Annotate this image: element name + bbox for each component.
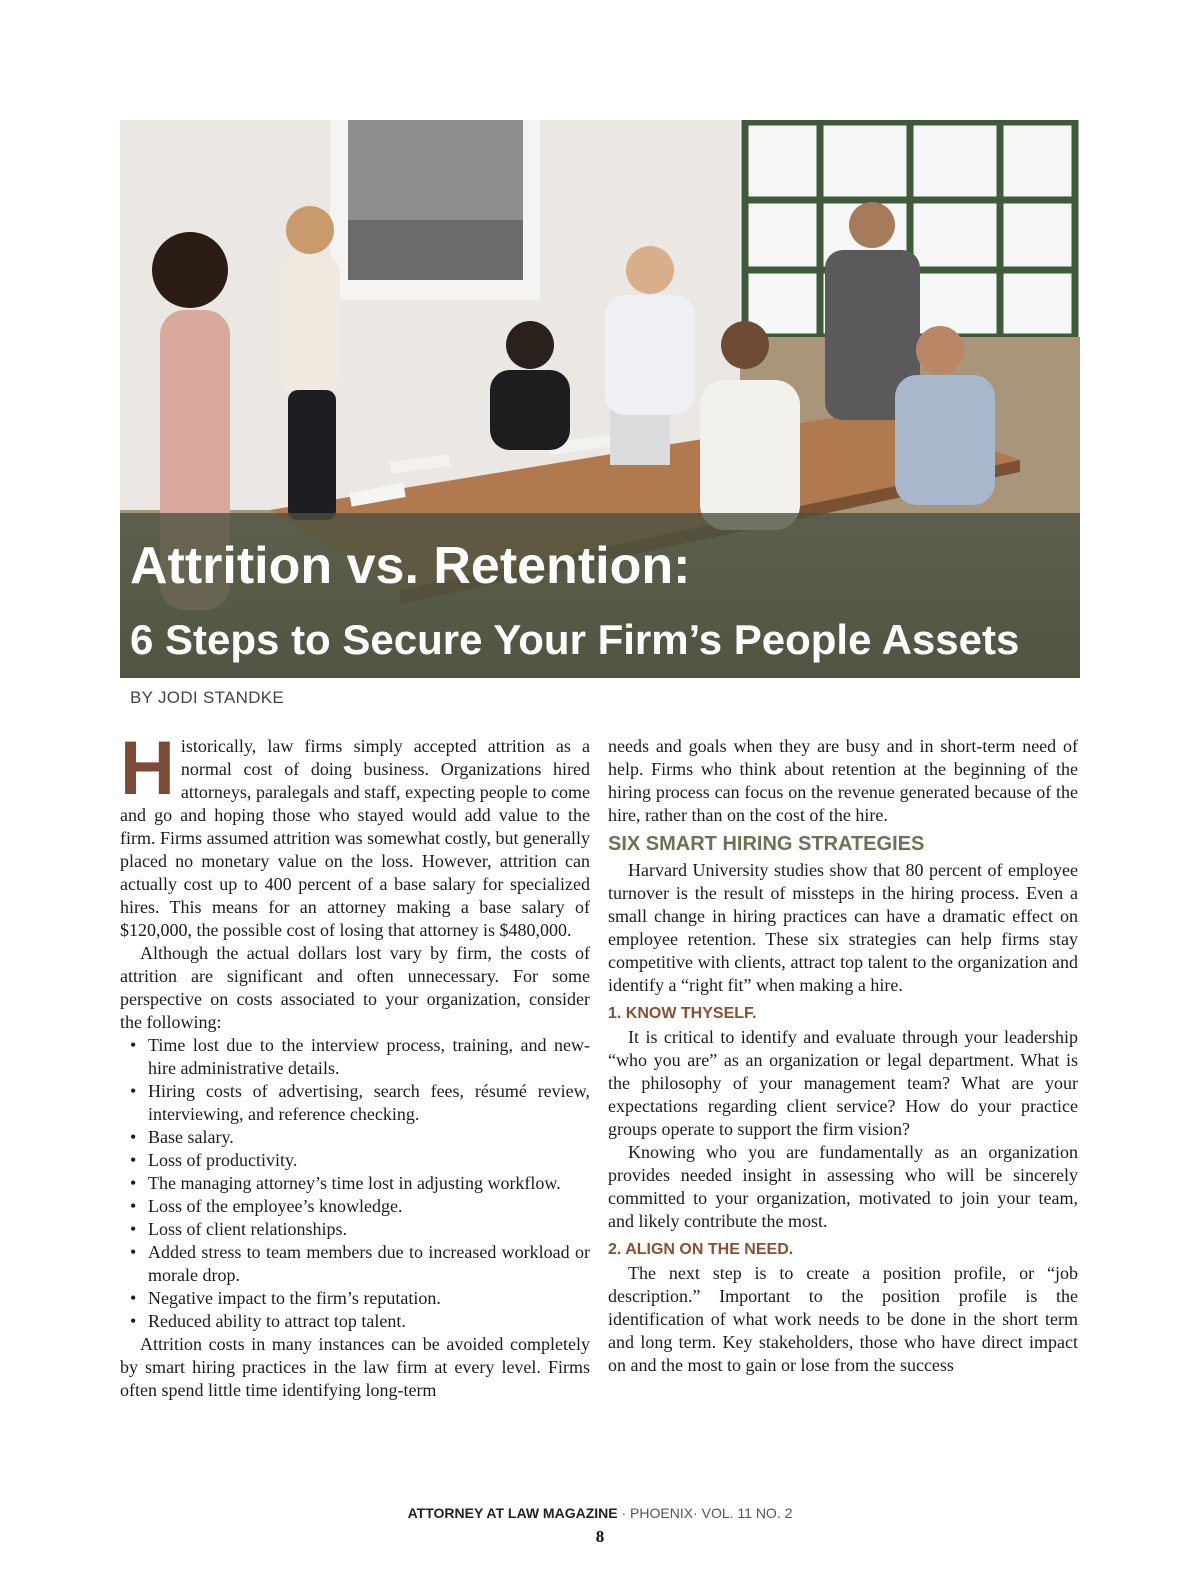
list-item: • The managing attorney’s time lost in adjusting workflow. — [148, 1172, 590, 1195]
edition-info: · PHOENIX· VOL. 11 NO. 2 — [617, 1505, 793, 1521]
attrition-paragraph-continued: needs and goals when they are busy and in short-term need of help. Firms who think about retention at the beginning of the hiring process can focus on the revenue generated because of the hire, rather than on the cost of the hire. — [608, 736, 1078, 825]
list-item: • Loss of productivity. — [148, 1149, 590, 1172]
byline: BY JODI STANDKE — [130, 688, 285, 707]
section-heading: SIX SMART HIRING STRATEGIES — [608, 833, 925, 855]
list-item: • Hiring costs of advertising, search fees, résumé review, interviewing, and reference checking. — [148, 1080, 590, 1126]
step2-paragraph-1: The next step is to create a position profile, or “job description.” Important to the position profile is the identification of what work needs to be done in the short term and long term. Key stakeholders, those who have direct impact on and the most to gain or lose from the success — [608, 1263, 1078, 1375]
list-item: • Loss of the employee’s knowledge. — [148, 1195, 590, 1218]
list-item: • Base salary. — [148, 1126, 590, 1149]
hero-photo — [120, 120, 1080, 678]
section-paragraph: Harvard University studies show that 80 percent of employee turnover is the result of missteps in the hiring process. Even a small change in hiring practices can have a dramatic effect on employee retention. These six strategies can help firms stay competitive with clients, attract top talent to the organization and identify a “right fit” when making a hire. — [608, 860, 1078, 995]
step1-paragraph-2: Knowing who you are fundamentally as an organization provides needed insight in assessing who will be sincerely committed to your organization, motivated to join your team, and likely contribute the most. — [608, 1142, 1078, 1231]
article-subtitle: 6 Steps to Secure Your Firm’s People Assets — [130, 616, 1020, 663]
intro-text: istorically, law firms simply accepted attrition as a normal cost of doing business. Organizations hired attorneys, paralegals and staff, expecting people to come and go and hoping those who stayed would add value to the firm. Firms assumed attrition was somewhat costly, but generally placed no monetary value on the loss. However, attrition can actually cost up to 400 percent of a base salary for specialized hires. This means for an attorney making a base salary of $120,000, the possible cost of losing that attorney is $480,000. — [120, 736, 590, 940]
page-footer — [0, 1505, 1200, 1521]
drop-cap: H — [120, 726, 175, 811]
step1-paragraph-1: It is critical to identify and evaluate through your leadership “who you are” as an organization or legal department. What is the philosophy of your management team? What are your expectations regarding client service? How do your practice groups operate to support the firm vision? — [608, 1027, 1078, 1139]
step2-heading: 2. ALIGN ON THE NEED. — [608, 1241, 794, 1258]
intro-paragraph — [120, 726, 590, 942]
right-column — [608, 735, 1078, 1377]
list-item: • Reduced ability to attract top talent. — [148, 1310, 590, 1333]
list-item: • Added stress to team members due to increased workload or morale drop. — [148, 1241, 590, 1287]
list-item: • Negative impact to the firm’s reputation. — [148, 1287, 590, 1310]
list-item: • Time lost due to the interview process, training, and new-hire administrative details. — [148, 1034, 590, 1080]
step1-heading: 1. KNOW THYSELF. — [608, 1005, 757, 1022]
list-item: • Loss of client relationships. — [148, 1218, 590, 1241]
article-title: Attrition vs. Retention: — [130, 537, 691, 595]
page-number: 8 — [595, 1527, 605, 1546]
left-column — [120, 726, 590, 1402]
attrition-paragraph: Attrition costs in many instances can be avoided completely by smart hiring practices in the law firm at every level. Firms often spend little time identifying long-term — [120, 1334, 590, 1400]
magazine-name: ATTORNEY AT LAW MAGAZINE — [407, 1505, 618, 1521]
costs-paragraph: Although the actual dollars lost vary by firm, the costs of attrition are significant and often unnecessary. For some perspective on costs associated to your organization, consider the following: — [120, 943, 590, 1032]
cost-list — [120, 1034, 590, 1333]
